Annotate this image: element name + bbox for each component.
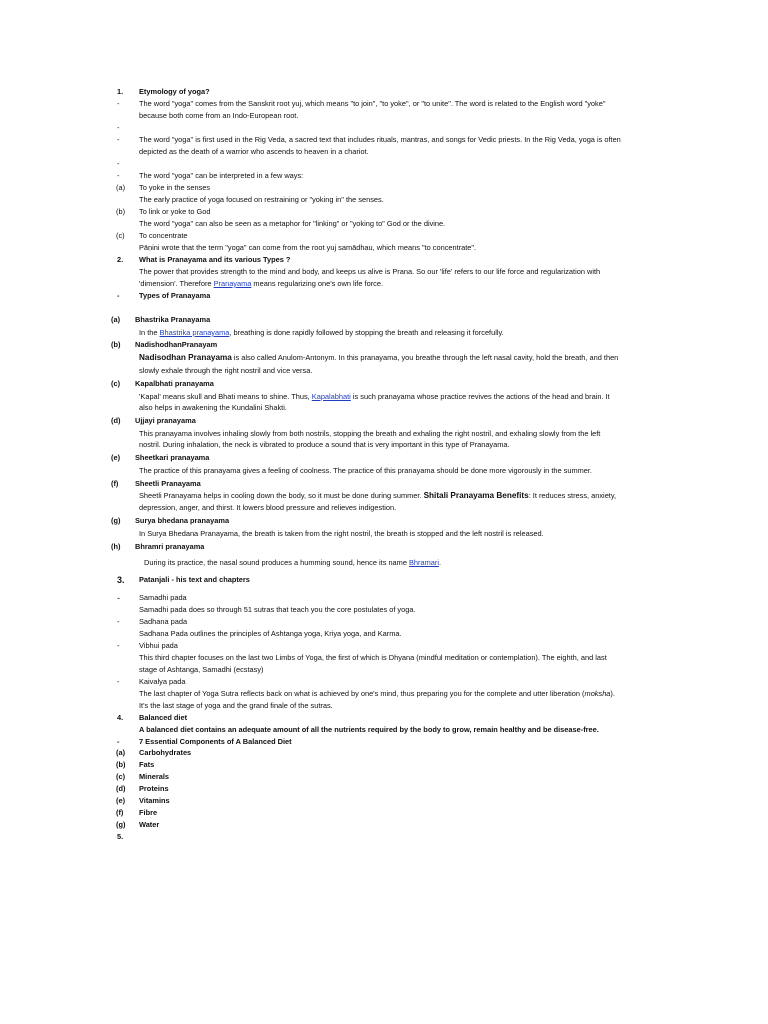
list-number: 4. — [117, 713, 124, 722]
list-item-label: Minerals — [139, 772, 169, 781]
subheading: 7 Essential Components of A Balanced Diet — [139, 737, 292, 746]
bullet-dash: - — [117, 99, 120, 108]
list-item-label: Vitamins — [139, 796, 170, 805]
list-marker: (e) — [111, 453, 121, 462]
type-title: Ujjayi pranayama — [135, 416, 196, 425]
list-marker: (h) — [111, 542, 121, 551]
paragraph-text: stage of Ashtanga, Samadhi (ecstasy) — [139, 665, 264, 674]
paragraph-text: The practice of this pranayama gives a feeling of coolness. The practice of this pranayama should be done more vigorously in the summer. — [139, 466, 592, 475]
section-heading: What is Pranayama and its various Types ? — [139, 255, 291, 264]
bullet-dash: - — [117, 171, 120, 180]
paragraph-text: 'Kapal' means skull and Bhati means to shine. Thus, Kapalabhati is such pranayama whose practice revives the actions of the head and brain. It — [139, 392, 610, 401]
list-marker: (a) — [116, 183, 126, 192]
bullet-dash: - — [117, 737, 120, 746]
type-title: Bhastrika Pranayama — [135, 315, 211, 324]
type-title: NadishodhanPranayam — [135, 340, 218, 349]
list-item-label: Water — [139, 820, 160, 829]
list-item-label: To concentrate — [139, 231, 188, 240]
bullet-dash: - — [117, 641, 120, 650]
chapter-title: Sadhana pada — [139, 617, 188, 626]
subheading: Types of Pranayama — [139, 291, 211, 300]
paragraph-text: depression, anger, and thirst. It lowers blood pressure and relieves indigestion. — [139, 503, 397, 512]
list-marker: (c) — [111, 379, 121, 388]
list-item-label: Fibre — [139, 808, 158, 817]
paragraph-text: because both come from an Indo-European root. — [139, 111, 299, 120]
paragraph-text: In Surya Bhedana Pranayama, the breath is taken from the right nostril, the breath is stopped and the left nostril is released. — [139, 529, 544, 538]
paragraph-text: A balanced diet contains an adequate amount of all the nutrients required by the body to grow, remain healthy and be disease-free. — [139, 725, 599, 734]
list-item-label: Proteins — [139, 784, 169, 793]
type-title: Bhramri pranayama — [135, 542, 205, 551]
paragraph-text: nostril. During inhalation, the neck is vibrated to produce a sound that is very important in this type of Pranayama. — [139, 440, 510, 449]
list-marker: (d) — [116, 784, 126, 793]
list-marker: (a) — [111, 315, 121, 324]
section-heading: Etymology of yoga? — [139, 87, 210, 96]
list-marker: (g) — [116, 820, 126, 829]
bullet-dash: - — [117, 291, 120, 300]
list-item-label: To yoke in the senses — [139, 183, 211, 192]
paragraph-text: Nadisodhan Pranayama is also called Anulom-Antonym. In this pranayama, you breathe through the left nasal cavity, hold the breath, and then — [139, 353, 619, 362]
bhastrika-link[interactable]: Bhastrika pranayama — [159, 328, 230, 337]
type-title: Surya bhedana pranayama — [135, 516, 230, 525]
chapter-title: Samadhi pada — [139, 593, 187, 602]
chapter-title: Vibhui pada — [139, 641, 178, 650]
paragraph-text: The power that provides strength to the mind and body, and keeps us alive is Prana. So our 'life' refers to our life force and regularization with — [139, 267, 601, 276]
paragraph-text: This third chapter focuses on the last two Limbs of Yoga, the first of which is Dhyana (mindful meditation or contemplation). The eighth, and last — [139, 653, 607, 662]
paragraph-text: Pāṇini wrote that the term "yoga" can come from the root yuj samādhau, which means "to concentrate". — [139, 243, 477, 252]
list-marker: (f) — [111, 479, 119, 488]
list-marker: (g) — [111, 516, 121, 525]
paragraph-text: also helps in awakening the Kundalini Shakti. — [139, 403, 287, 412]
bullet-dash: - — [117, 135, 120, 144]
pranayama-link[interactable]: Pranayama — [213, 279, 252, 288]
list-number: 2. — [117, 255, 124, 264]
list-marker: (d) — [111, 416, 121, 425]
bullet-dash: - — [117, 593, 120, 603]
list-item-label: Fats — [139, 760, 155, 769]
bullet-dash: - — [117, 123, 120, 132]
bullet-dash: - — [117, 617, 120, 626]
paragraph-text: depicted as the death of a warrior who ascends to heaven in a chariot. — [139, 147, 369, 156]
paragraph-text: The last chapter of Yoga Sutra reflects back on what is achieved by one's mind, thus preparing you for the complete and utter liberation (moksha). — [139, 689, 615, 698]
paragraph-text: The word "yoga" is first used in the Rig Veda, a sacred text that includes rituals, mantras, and songs for Vedic priests. In the Rig Veda, yoga is often — [139, 135, 621, 144]
paragraph-text: Sheetli Pranayama helps in cooling down the body, so it must be done during summer. Shitali Pranayama Benefits: It reduces stress, anxiety, — [139, 491, 617, 500]
list-number: 1. — [117, 87, 124, 96]
paragraph-text: The early practice of yoga focused on restraining or "yoking in" the senses. — [139, 195, 384, 204]
paragraph-text: The word "yoga" comes from the Sanskrit root yuj, which means "to join", "to yoke", or "to unite". The word is related to the English word "yoke" — [139, 99, 606, 108]
list-marker: (c) — [116, 772, 126, 781]
paragraph-text: slowly exhale through the right nostril and vice versa. — [139, 366, 313, 375]
type-title: Sheetkari pranayama — [135, 453, 210, 462]
paragraph-text: 'dimension'. Therefore Pranayama means regularizing one's own life force. — [139, 279, 384, 288]
bullet-dash: - — [117, 159, 120, 168]
kapalabhati-link[interactable]: Kapalabhati — [311, 392, 351, 401]
list-number: 3. — [117, 575, 125, 585]
list-marker: (b) — [116, 207, 126, 216]
paragraph-text: It's the last stage of yoga and the grand finale of the sutras. — [139, 701, 333, 710]
paragraph-text: The word "yoga" can be interpreted in a few ways: — [139, 171, 304, 180]
list-marker: (c) — [116, 231, 125, 240]
chapter-title: Kaivalya pada — [139, 677, 186, 686]
paragraph-text: During its practice, the nasal sound produces a humming sound, hence its name Bhramari. — [144, 558, 442, 567]
list-marker: (e) — [116, 796, 126, 805]
bhramari-link[interactable]: Bhramari — [408, 558, 439, 567]
section-heading: Balanced diet — [139, 713, 188, 722]
list-item-label: To link or yoke to God — [139, 207, 211, 216]
list-marker: (b) — [111, 340, 121, 349]
section-heading: Patanjali - his text and chapters — [139, 575, 250, 584]
type-title: Kapalbhati pranayama — [135, 379, 214, 388]
paragraph-text: The word "yoga" can also be seen as a metaphor for "linking" or "yoking to" God or the divine. — [139, 219, 446, 228]
bullet-dash: - — [117, 677, 120, 686]
paragraph-text: Samadhi pada does so through 51 sutras that teach you the core postulates of yoga. — [139, 605, 416, 614]
paragraph-text: Sadhana Pada outlines the principles of Ashtanga yoga, Kriya yoga, and Karma. — [139, 629, 402, 638]
paragraph-text: This pranayama involves inhaling slowly from both nostrils, stopping the breath and exhaling the right nostril, and exhaling slowly from the left — [139, 429, 601, 438]
list-marker: (f) — [116, 808, 124, 817]
list-number: 5. — [117, 832, 124, 841]
paragraph-text: In the Bhastrika pranayama, breathing is done rapidly followed by stopping the breath and releasing it forcefully. — [139, 328, 504, 337]
type-title: Sheetli Pranayama — [135, 479, 201, 488]
list-marker: (b) — [116, 760, 126, 769]
list-marker: (a) — [116, 748, 126, 757]
list-item-label: Carbohydrates — [139, 748, 192, 757]
